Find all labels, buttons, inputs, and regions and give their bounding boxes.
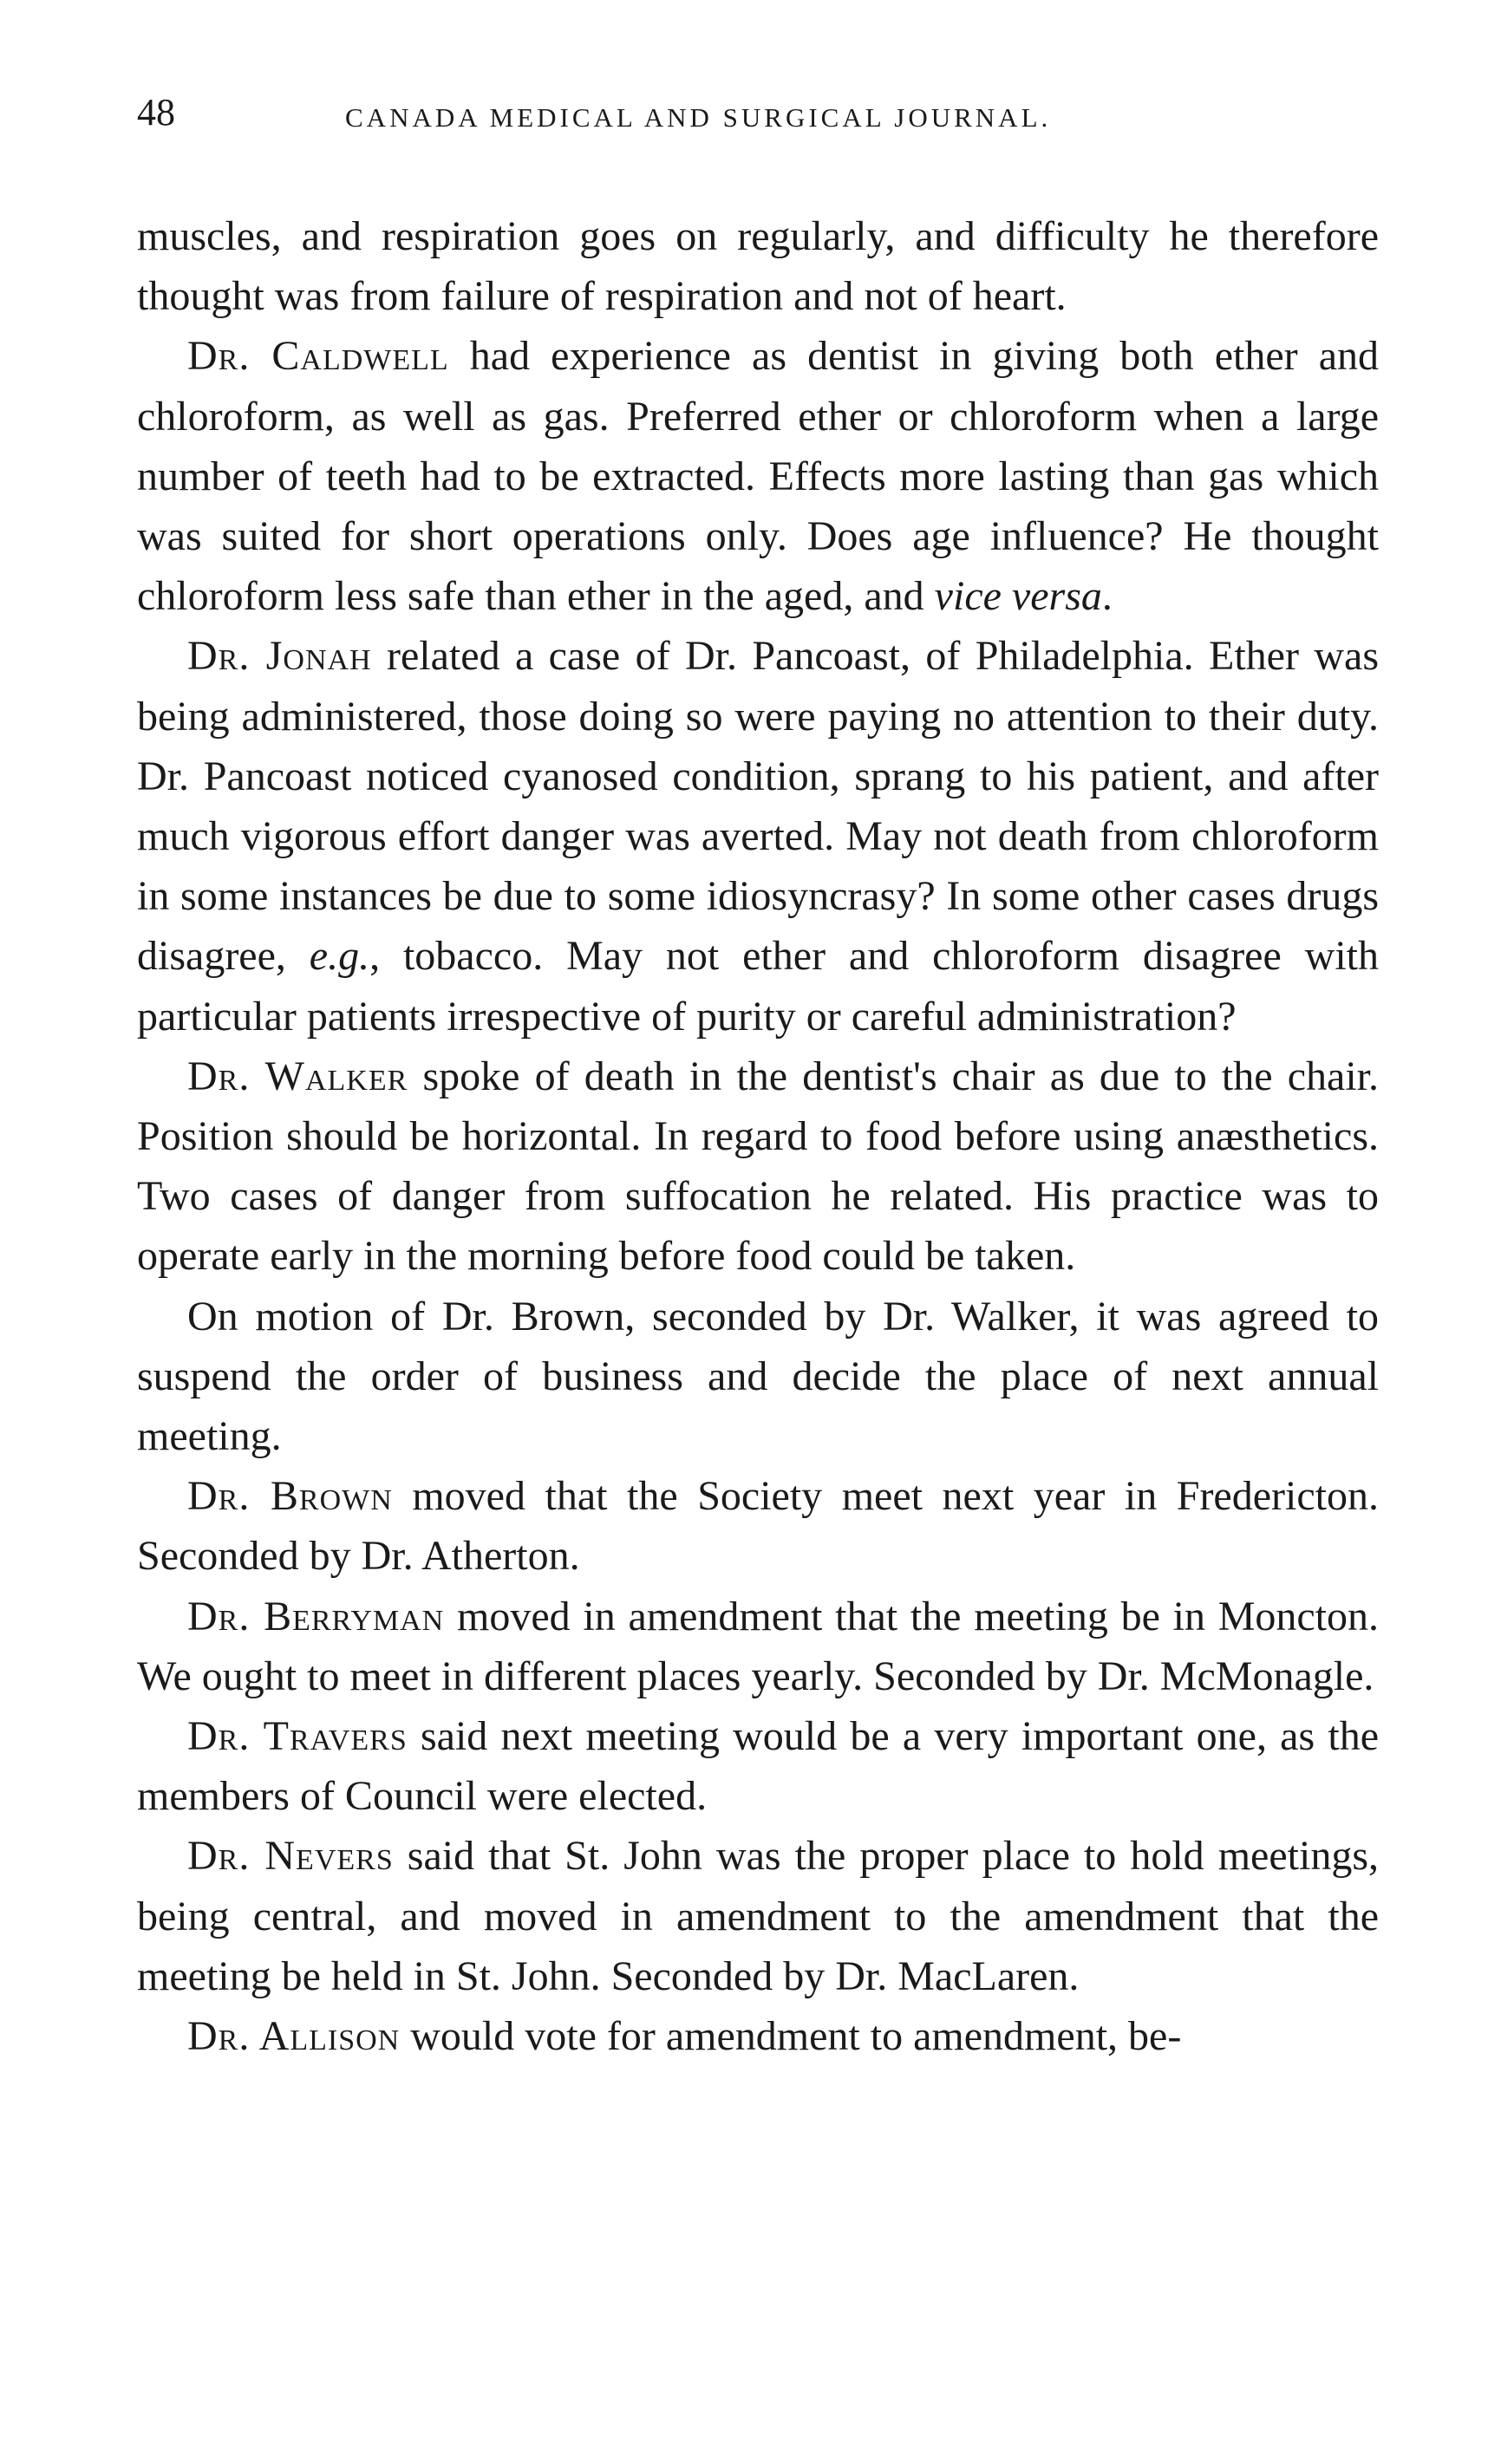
paragraph-text: On motion of Dr. Brown, seconded by Dr. Walker, it was agreed to suspend the order of business and decide the place of next annual meeting. — [137, 1293, 1379, 1460]
italic-phrase: e.g. — [309, 933, 370, 980]
paragraph-nevers — [137, 1826, 1379, 2006]
paragraph-text: would vote for amendment to amendment, be- — [400, 2013, 1182, 2060]
journal-page — [137, 87, 1379, 2066]
paragraph-text: moved that the Society meet next year in Fredericton. Seconded by Dr. Atherton. — [137, 1473, 1379, 1580]
speaker-name: Dr. Berryman — [187, 1593, 445, 1639]
paragraph-tail: , tobacco. May not ether and chloroform disagree with particular patients irrespective of purity or careful administration? — [137, 933, 1379, 1040]
running-title: CANADA MEDICAL AND SURGICAL JOURNAL. — [345, 102, 1052, 133]
speaker-name: Dr. Caldwell — [187, 333, 449, 380]
paragraph-jonah — [137, 626, 1379, 1046]
speaker-name: Dr. Jonah — [187, 633, 372, 680]
speaker-name: Dr. Nevers — [187, 1833, 394, 1880]
paragraph-continuation — [137, 206, 1379, 326]
paragraph-text: muscles, and respiration goes on regularly, and difficulty he therefore thought was from failure of respiration and not of heart. — [137, 213, 1379, 320]
paragraph-text: related a case of Dr. Pancoast, of Philadelphia. Ether was being administered, those doing so were paying no attention to their duty. Dr. Pancoast noticed cyanosed condition, sprang to his patient, and after much vigorous effort danger was averted. May not death from chloroform in some instances be due to some idiosyncrasy? In some other cases drugs disagree, — [137, 633, 1379, 980]
paragraph-caldwell — [137, 326, 1379, 626]
italic-phrase: vice versa — [934, 573, 1102, 620]
paragraph-text: had experience as dentist in giving both ether and chloroform, as well as gas. Preferred ether or chloroform when a large number of teeth had to be extracted. Effects more lasting than gas which was suited for short operations only. Does age influence? He thought chloroform less safe than ether in the aged, and — [137, 333, 1379, 620]
body-text — [137, 206, 1379, 2066]
paragraph-travers — [137, 1706, 1379, 1826]
paragraph-berryman — [137, 1587, 1379, 1706]
speaker-name: Dr. Travers — [187, 1713, 408, 1760]
speaker-name: Dr. Brown — [187, 1473, 393, 1520]
paragraph-allison — [137, 2006, 1379, 2066]
speaker-name: Dr. Allison — [187, 2013, 401, 2060]
paragraph-text: spoke of death in the dentist's chair as due to the chair. Position should be horizontal. In regard to food before using anæsthetics. Two cases of danger from suffocation he related. His practice was to operate early in the morning before food could be taken. — [137, 1053, 1380, 1280]
paragraph-text: said next meeting would be a very important one, as the members of Council were elected. — [137, 1713, 1379, 1820]
paragraph-text: moved in amendment that the meeting be in Moncton. We ought to meet in different places yearly. Seconded by Dr. McMonagle. — [137, 1593, 1380, 1699]
paragraph-motion — [137, 1287, 1379, 1467]
paragraph-walker — [137, 1046, 1379, 1287]
paragraph-tail: . — [1101, 573, 1113, 620]
paragraph-text: said that St. John was the proper place to hold meetings, being central, and moved in amendment to the amendment that the meeting be held in St. John. Seconded by Dr. MacLaren. — [137, 1833, 1379, 1999]
page-number: 48 — [137, 91, 175, 134]
speaker-name: Dr. Walker — [187, 1053, 408, 1099]
page-header — [137, 87, 1379, 147]
paragraph-brown — [137, 1466, 1379, 1586]
